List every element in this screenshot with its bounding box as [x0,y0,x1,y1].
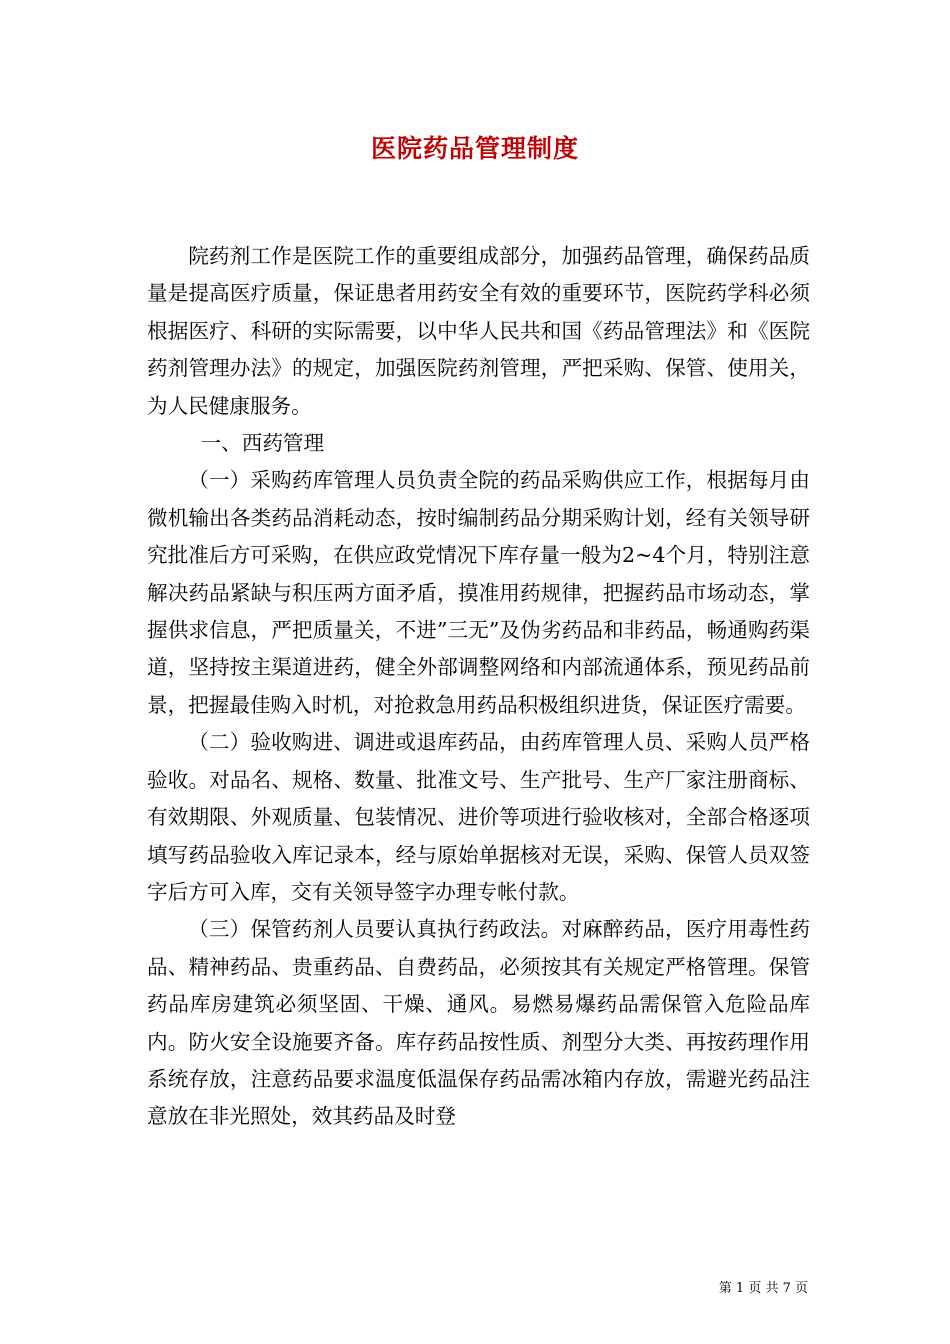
document-body [147,238,810,1136]
paragraph-storage: （三）保管药剂人员要认真执行药政法。对麻醉药品，医疗用毒性药品、精神药品、贵重药品、自费药品，必须按其有关规定严格管理。保管药品库房建筑必须坚固、干燥、通风。易燃易爆药品需保管入危险品库内。防火安全设施要齐备。库存药品按性质、剂型分大类、再按药理作用系统存放，注意药品要求温度低温保存药品需冰箱内存放，需避光药品注意放在非光照处，效其药品及时登 [147,917,810,1129]
paragraph-acceptance: （二）验收购进、调进或退库药品，由药库管理人员、采购人员严格验收。对品名、规格、数量、批准文号、生产批号、生产厂家注册商标、有效期限、外观质量、包装情况、进价等项进行验收核对，全部合格逐项填写药品验收入库记录本，经与原始单据核对无误，采购、保管人员双签字后方可入库，交有关领导签字办理专帐付款。 [147,730,810,904]
page-number-footer: 第 1 页 共 7 页 [718,1281,808,1296]
paragraph-intro: 院药剂工作是医院工作的重要组成部分，加强药品管理，确保药品质量是提高医疗质量，保证患者用药安全有效的重要环节，医院药学科必须根据医疗、科研的实际需要，以中华人民共和国《药品管理法》和《医院药剂管理办法》的规定，加强医院药剂管理，严把采购、保管、使用关，为人民健康服务。 [147,244,810,418]
document-title: 医院药品管理制度 [370,134,579,163]
section-heading-western-medicine: 一、西药管理 [200,431,325,456]
paragraph-procurement: （一）采购药库管理人员负责全院的药品采购供应工作，根据每月由微机输出各类药品消耗动态，按时编制药品分期采购计划，经有关领导研究批准后方可采购，在供应政党情况下库存量一般为2~4个月，特别注意解决药品紧缺与积压两方面矛盾，摸准用药规律，把握药品市场动态，掌握供求信息，严把质量关，不进”三无”及伪劣药品和非药品，畅通购药渠道，坚持按主渠道进药，健全外部调整网络和内部流通体系，预见药品前景，把握最佳购入时机，对抢救急用药品积极组织进货，保证医疗需要。 [147,468,810,717]
